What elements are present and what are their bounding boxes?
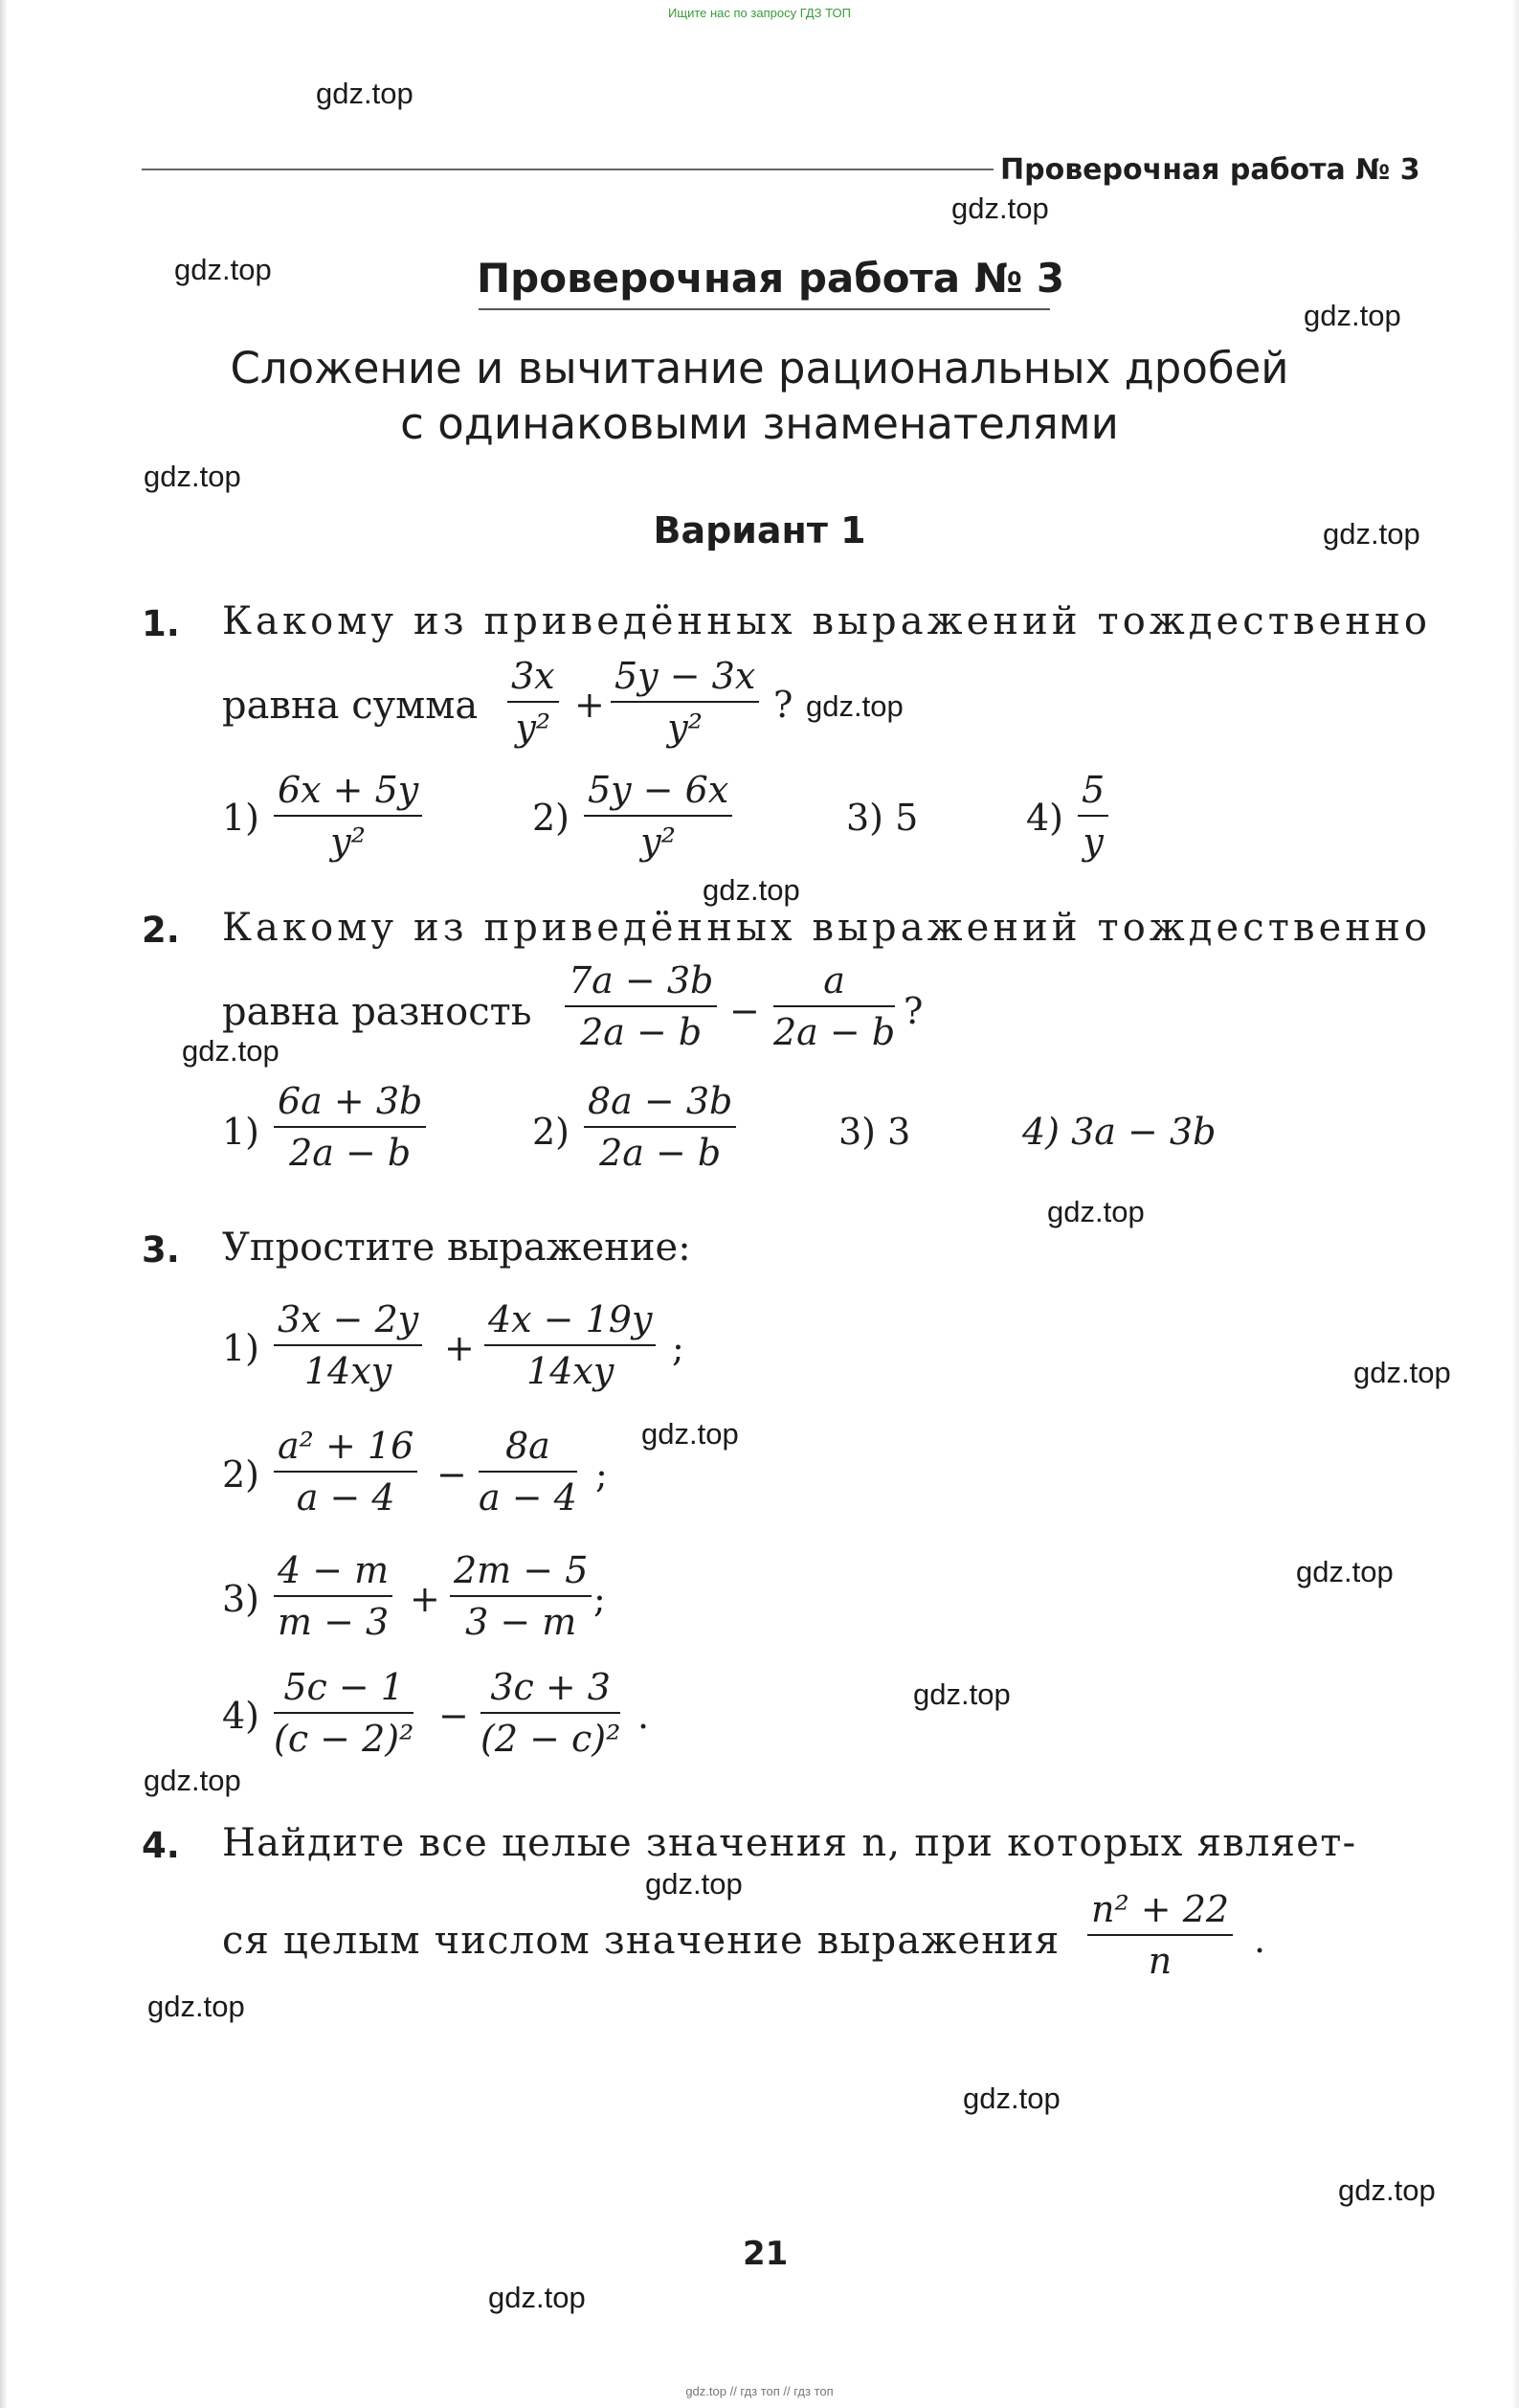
- q1-fraction-2: [611, 655, 759, 749]
- q4-fraction: [1087, 1888, 1233, 1982]
- q3-part-1-numerator-2: 4x − 19y: [488, 1298, 653, 1340]
- watermark[interactable]: gdz.top: [913, 1677, 1011, 1711]
- q2-minus: −: [729, 990, 760, 1032]
- q1-plus: +: [574, 684, 605, 726]
- q1-fraction-2-numerator: 5y − 3x: [614, 655, 756, 697]
- q1-text: Какому из приведённых выражений тождественно: [222, 599, 1432, 643]
- q1-fraction-1-denominator: y²: [515, 707, 551, 749]
- q1-option-4-fraction: [1078, 769, 1108, 863]
- q3-part-4-denominator-2: (2 − c)²: [480, 1718, 621, 1760]
- watermark[interactable]: gdz.top: [1323, 517, 1420, 551]
- watermark[interactable]: gdz.top: [182, 1034, 279, 1068]
- q2-option-1-denominator: 2a − b: [289, 1132, 412, 1174]
- header-rule: [142, 169, 994, 170]
- q3-part-3-fraction-2: [450, 1549, 592, 1643]
- q3-part-3-end: ;: [593, 1578, 606, 1620]
- q2-fraction-1-denominator: 2a − b: [580, 1011, 703, 1053]
- page-title: Проверочная работа № 3: [477, 255, 1065, 302]
- subtitle-line-2: с одинаковыми знаменателями: [400, 398, 1119, 449]
- q2-option-2-denominator: 2a − b: [599, 1132, 722, 1174]
- q2-fraction-2-numerator: a: [823, 959, 845, 1001]
- q2-option-2-numerator: 8a − 3b: [588, 1080, 733, 1122]
- q1-option-1-label: 1): [222, 797, 260, 839]
- q3-part-1-fraction-1: [274, 1298, 422, 1392]
- q2-option-1-label: 1): [222, 1111, 260, 1153]
- q1-option-3: 3) 5: [846, 797, 919, 839]
- watermark[interactable]: gdz.top: [1338, 2173, 1436, 2207]
- q4-denominator: n: [1148, 1940, 1173, 1982]
- q1-fraction-1-numerator: 3x: [511, 655, 555, 697]
- variant-heading: Вариант 1: [653, 509, 866, 551]
- q3-part-2-end: ;: [595, 1453, 608, 1496]
- q3-part-1-numerator-1: 3x − 2y: [278, 1298, 419, 1340]
- q3-part-2-operator: −: [436, 1453, 467, 1496]
- q1-fraction-2-denominator: y²: [667, 707, 703, 749]
- q1-question-mark: ?: [773, 684, 793, 726]
- q1-option-2-label: 2): [532, 797, 570, 839]
- q4-numerator: n² + 22: [1091, 1888, 1230, 1930]
- watermark[interactable]: gdz.top: [488, 2281, 586, 2314]
- q3-part-2-numerator-2: 8a: [505, 1425, 550, 1467]
- q3-part-4-label: 4): [222, 1695, 260, 1737]
- q4-text-line-2: ся целым числом значение выражения: [222, 1919, 1061, 1963]
- q1-option-1-denominator: y²: [330, 821, 366, 863]
- top-banner[interactable]: Ищите нас по запросу ГДЗ ТОП: [668, 6, 851, 20]
- q2-option-1-fraction: [274, 1080, 426, 1174]
- q3-part-3-denominator-2: 3 − m: [465, 1601, 577, 1643]
- q3-part-2-fraction-1: [274, 1425, 417, 1519]
- q1-fraction-1: [507, 655, 559, 749]
- watermark[interactable]: gdz.top: [144, 1764, 241, 1797]
- q3-part-1-denominator-2: 14xy: [526, 1350, 614, 1392]
- q2-fraction-1: [565, 959, 717, 1053]
- q3-part-2-numerator-1: a² + 16: [278, 1425, 414, 1467]
- watermark[interactable]: gdz.top: [316, 77, 413, 110]
- q3-part-4-fraction-2: [480, 1666, 620, 1760]
- q2-number: 2.: [142, 910, 180, 951]
- q3-part-4-numerator-2: 3c + 3: [490, 1666, 611, 1708]
- q4-number: 4.: [142, 1825, 180, 1866]
- q3-part-4-operator: −: [438, 1695, 469, 1737]
- q3-part-1-label: 1): [222, 1327, 260, 1369]
- q1-option-1-fraction: [274, 769, 422, 863]
- q3-part-1-end: ;: [672, 1327, 684, 1369]
- q3-part-3-numerator-2: 2m − 5: [454, 1549, 589, 1591]
- q2-question-mark: ?: [904, 990, 924, 1032]
- q3-part-4-denominator-1: (c − 2)²: [274, 1718, 414, 1760]
- watermark[interactable]: gdz.top: [645, 1867, 743, 1901]
- q3-number: 3.: [142, 1229, 180, 1271]
- q3-part-3-denominator-1: m − 3: [278, 1601, 390, 1643]
- q2-option-2-fraction: [584, 1080, 736, 1174]
- q3-part-4-end: .: [637, 1695, 650, 1737]
- q3-part-3-numerator-1: 4 − m: [278, 1549, 390, 1591]
- q3-part-2-denominator-1: a − 4: [296, 1476, 395, 1519]
- q3-part-2-label: 2): [222, 1453, 260, 1496]
- q2-fraction-2-denominator: 2a − b: [773, 1011, 896, 1053]
- q1-option-2-fraction: [584, 769, 732, 863]
- watermark[interactable]: gdz.top: [1353, 1356, 1451, 1389]
- q3-part-3-operator: +: [410, 1578, 440, 1620]
- q2-lead: равна разность: [222, 990, 532, 1034]
- watermark[interactable]: gdz.top: [703, 873, 800, 907]
- watermark[interactable]: gdz.top: [806, 689, 904, 723]
- q3-part-3-label: 3): [222, 1578, 260, 1620]
- watermark[interactable]: gdz.top: [951, 191, 1049, 225]
- q2-option-4: 4) 3a − 3b: [1022, 1111, 1217, 1153]
- q2-fraction-1-numerator: 7a − 3b: [569, 959, 714, 1001]
- watermark[interactable]: gdz.top: [1047, 1195, 1145, 1228]
- watermark[interactable]: gdz.top: [641, 1417, 739, 1451]
- q2-option-1-numerator: 6a + 3b: [278, 1080, 423, 1122]
- q1-option-1-numerator: 6x + 5y: [278, 769, 419, 811]
- q4-end: .: [1254, 1919, 1266, 1961]
- running-header-title: Проверочная работа № 3: [1000, 153, 1420, 187]
- q3-part-2-denominator-2: a − 4: [479, 1476, 577, 1519]
- q4-text-line-1: Найдите все целые значения n, при которых являет-: [222, 1821, 1357, 1865]
- q1-option-4-denominator: y: [1083, 821, 1104, 863]
- q2-option-3: 3) 3: [838, 1111, 911, 1153]
- watermark[interactable]: gdz.top: [147, 1990, 245, 2023]
- q3-part-1-operator: +: [444, 1327, 475, 1369]
- q3-part-4-fraction-1: [274, 1666, 413, 1760]
- q2-fraction-2: [773, 959, 895, 1053]
- q1-option-2-denominator: y²: [640, 821, 676, 863]
- subtitle-line-1: Сложение и вычитание рациональных дробей: [230, 343, 1289, 394]
- bottom-banner[interactable]: gdz.top // гдз топ // гдз топ: [685, 2384, 834, 2398]
- page-number: 21: [743, 2235, 789, 2273]
- q1-option-4-label: 4): [1026, 797, 1064, 839]
- watermark[interactable]: gdz.top: [1304, 299, 1401, 332]
- watermark[interactable]: gdz.top: [963, 2082, 1061, 2115]
- q3-part-1-denominator-1: 14xy: [303, 1350, 392, 1392]
- q3-part-3-fraction-1: [274, 1549, 392, 1643]
- q3-part-2-fraction-2: [479, 1425, 577, 1519]
- title-underline: [479, 308, 1050, 310]
- q3-part-1-fraction-2: [484, 1298, 656, 1392]
- q3-part-4-numerator-1: 5c − 1: [283, 1666, 404, 1708]
- q1-option-2-numerator: 5y − 6x: [588, 769, 729, 811]
- watermark[interactable]: gdz.top: [174, 253, 272, 286]
- q2-text: Какому из приведённых выражений тождественно: [222, 906, 1432, 950]
- q1-option-4-numerator: 5: [1082, 769, 1106, 811]
- q1-number: 1.: [142, 603, 180, 644]
- watermark[interactable]: gdz.top: [1296, 1555, 1394, 1588]
- q2-option-2-label: 2): [532, 1111, 570, 1153]
- q3-text: Упростите выражение:: [222, 1226, 691, 1270]
- q1-lead: равна сумма: [222, 684, 479, 728]
- watermark[interactable]: gdz.top: [144, 460, 241, 493]
